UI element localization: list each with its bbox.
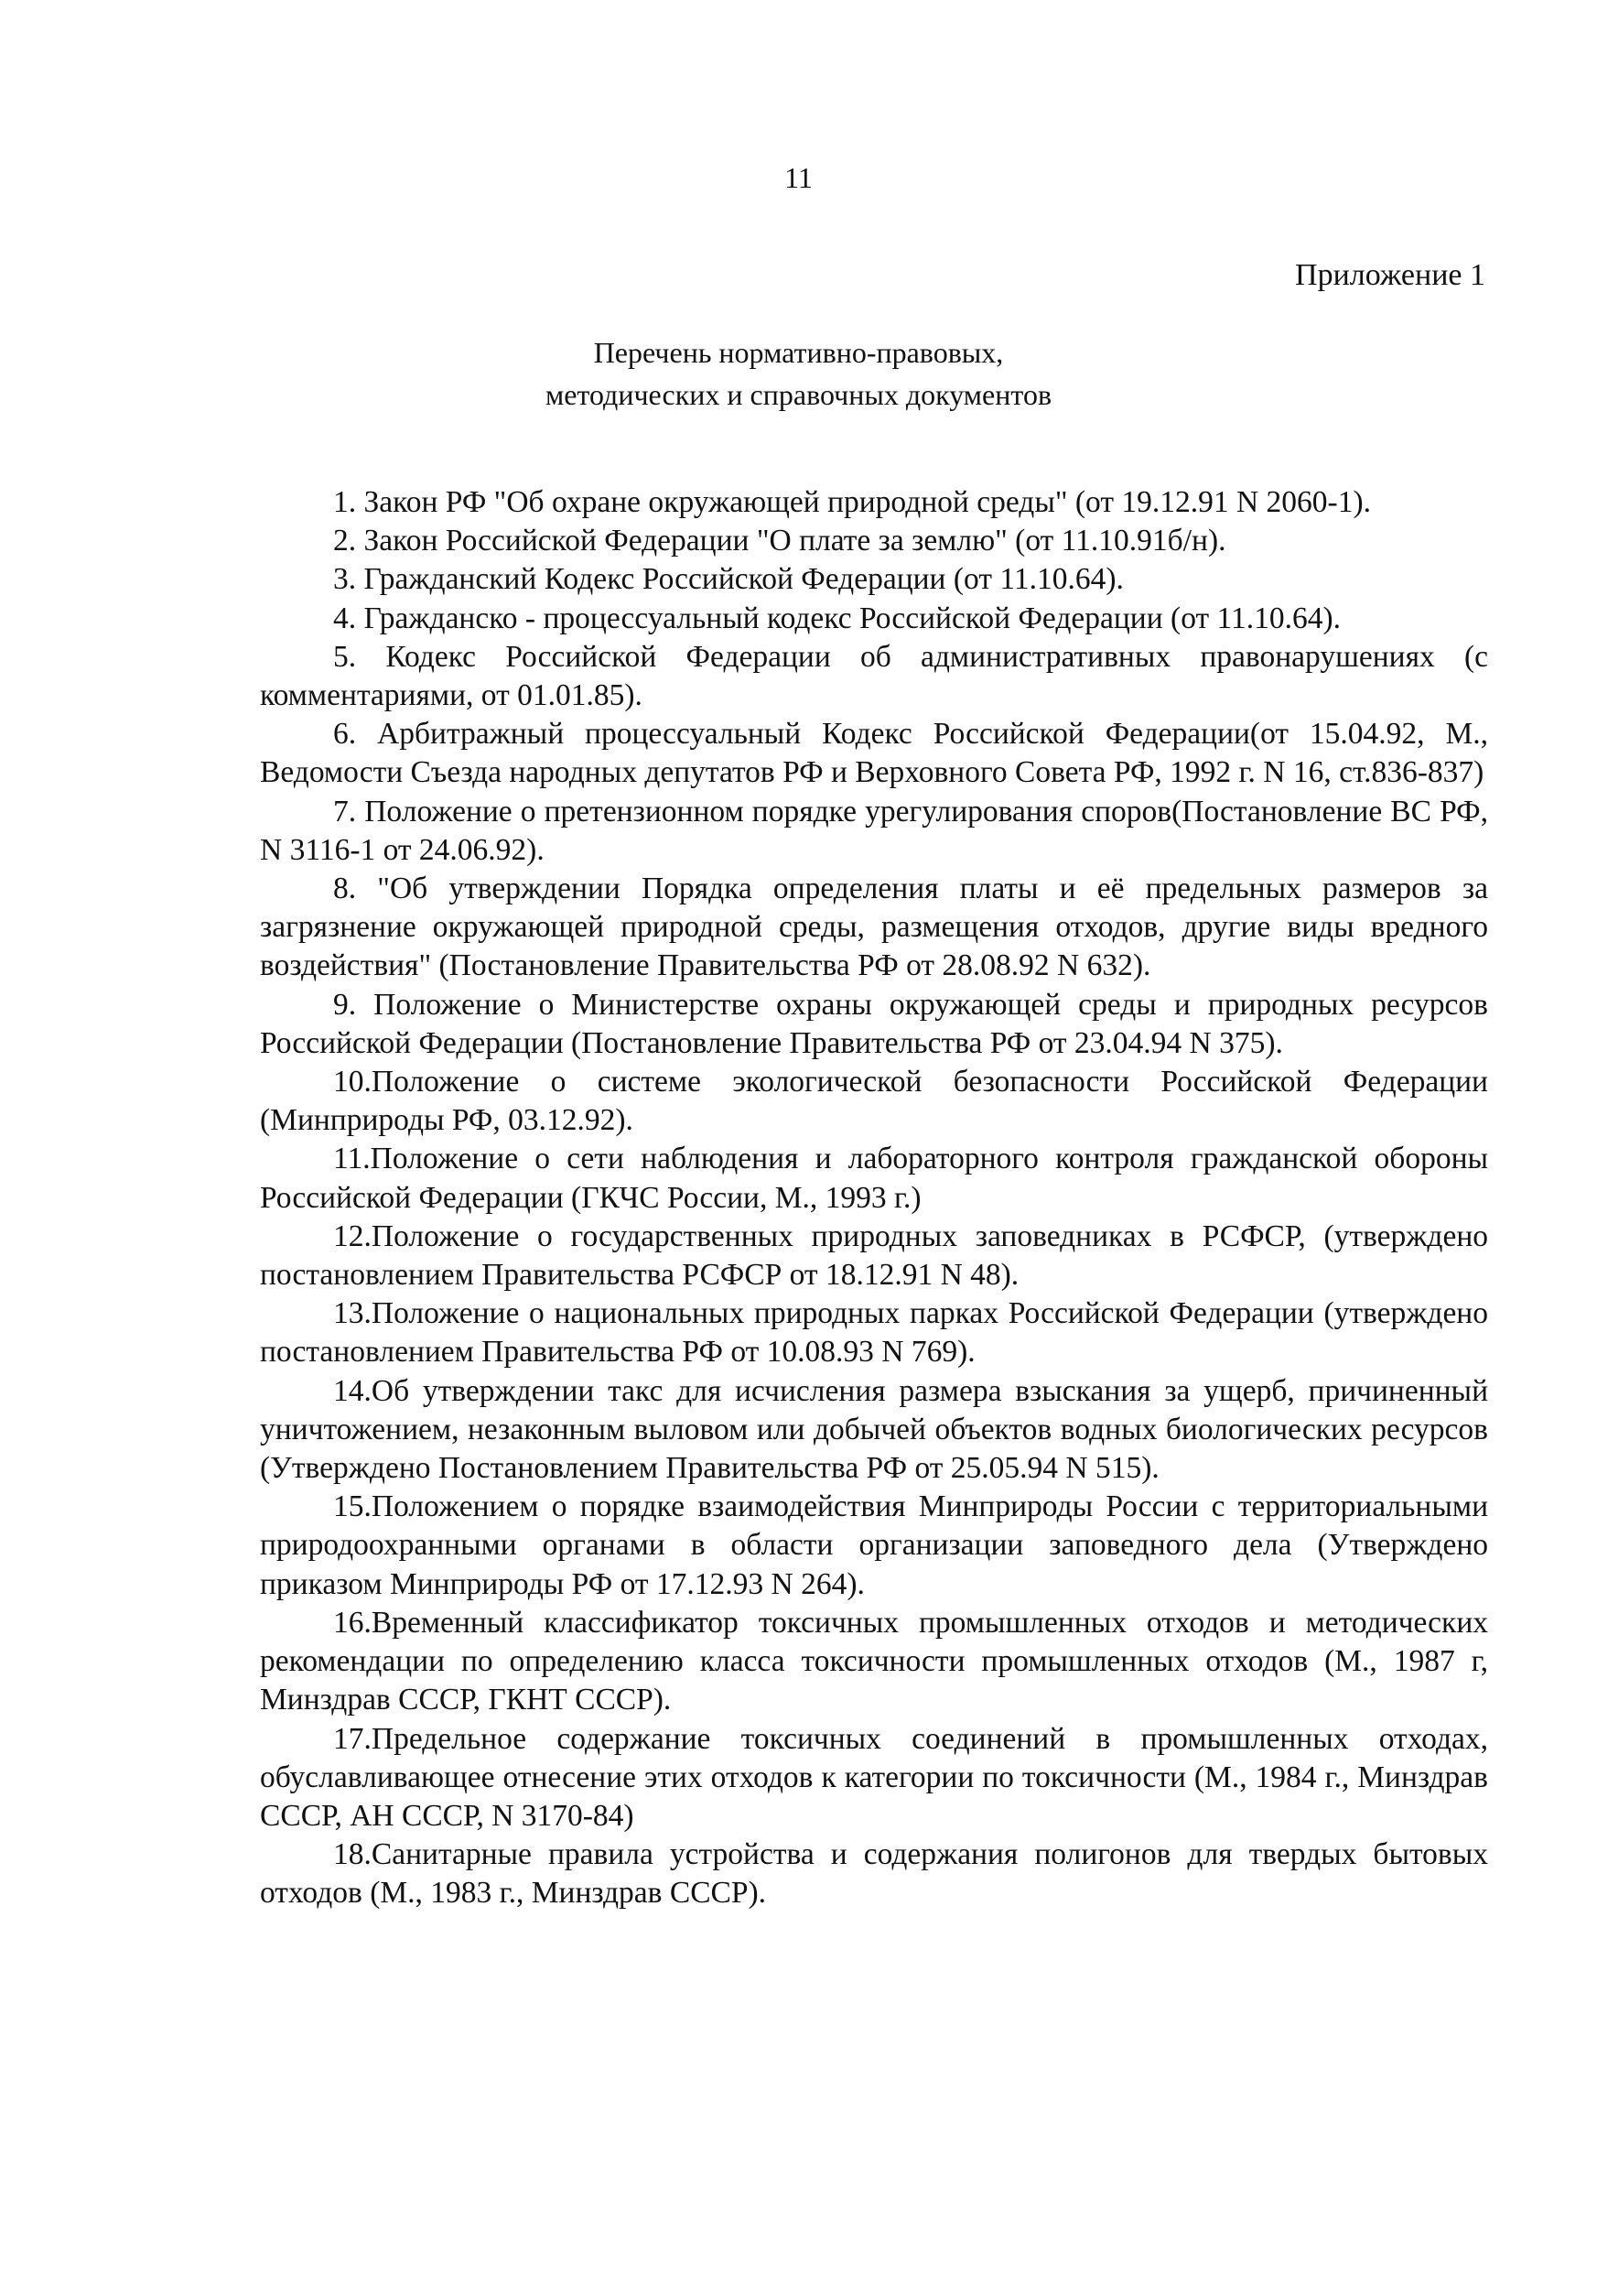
list-item: 13.Положение о национальных природных парках Российской Федерации (утверждено постановлением Правительства РФ от 10.08.93 N 769). [260, 1296, 1488, 1370]
list-item: 4. Гражданско - процессуальный кодекс Российской Федерации (от 11.10.64). [333, 601, 1342, 635]
list-item: 8. "Об утверждении Порядка определения платы и её предельных размеров за загрязнение окружающей природной среды, размещения отходов, другие виды вредного воздействия" (Постановление Правительства РФ от 28.08.92 N 632). [260, 872, 1488, 983]
list-item: 14.Об утверждении такс для исчисления размера взыскания за ущерб, причиненный уничтожением, незаконным выловом или добычей объектов водных биологических ресурсов (Утверждено Постановлением Правительства РФ от 25.05.94 N 515). [260, 1373, 1488, 1486]
list-item: 1. Закон РФ "Об охране окружающей природной среды" (от 19.12.91 N 2060-1). [333, 485, 1371, 519]
list-item: 6. Арбитражный процессуальный Кодекс Российской Федерации(от 15.04.92, М., Ведомости Съезда народных депутатов РФ и Верховного Совета РФ, 1992 г. N 16, ст.836-837) [260, 717, 1488, 790]
page-number: 11 [784, 161, 813, 194]
document-list [260, 483, 1488, 1913]
list-item: 5. Кодекс Российской Федерации об административных правонарушениях (с комментариями, от 01.01.85). [260, 639, 1488, 713]
list-item: 15.Положением о порядке взаимодействия Минприроды России с территориальными природоохранными органами в области организации заповедного дела (Утверждено приказом Минприроды РФ от 17.12.93 N 264). [260, 1489, 1488, 1601]
list-item: 11.Положение о сети наблюдения и лабораторного контроля гражданской обороны Российской Федерации (ГКЧС России, М., 1993 г.) [260, 1142, 1488, 1215]
list-item: 9. Положение о Министерстве охраны окружающей среды и природных ресурсов Российской Федерации (Постановление Правительства РФ от 23.04.94 N 375). [260, 987, 1488, 1060]
list-item: 16.Временный классификатор токсичных промышленных отходов и методических рекомендации по определению класса токсичности промышленных отходов (М., 1987 г, Минздрав СССР, ГКНТ СССР). [260, 1605, 1488, 1717]
list-item: 3. Гражданский Кодекс Российской Федерации (от 11.10.64). [333, 562, 1124, 597]
list-item: 18.Санитарные правила устройства и содержания полигонов для твердых бытовых отходов (М., 1983 г., Минздрав СССР). [260, 1837, 1488, 1911]
list-item: 2. Закон Российской Федерации "О плате за землю" (от 11.10.91б/н). [333, 524, 1226, 558]
title-line-1: Перечень нормативно-правовых, [593, 336, 1004, 369]
appendix-label: Приложение 1 [1295, 258, 1485, 292]
list-item: 7. Положение о претензионном порядке урегулирования споров(Постановление ВС РФ, N 3116-1 от 24.06.92). [260, 794, 1488, 867]
list-item: 17.Предельное содержание токсичных соединений в промышленных отходах, обуславливающее отнесение этих отходов к категории по токсичности (М., 1984 г., Минздрав СССР, АН СССР, N 3170-84) [260, 1721, 1488, 1833]
list-item: 10.Положение о системе экологической безопасности Российской Федерации (Минприроды РФ, 03.12.92). [260, 1065, 1488, 1138]
title-line-2: методических и справочных документов [545, 378, 1052, 411]
document-title [0, 331, 1597, 416]
list-item: 12.Положение о государственных природных заповедниках в РСФСР, (утверждено постановлением Правительства РСФСР от 18.12.91 N 48). [260, 1218, 1488, 1293]
